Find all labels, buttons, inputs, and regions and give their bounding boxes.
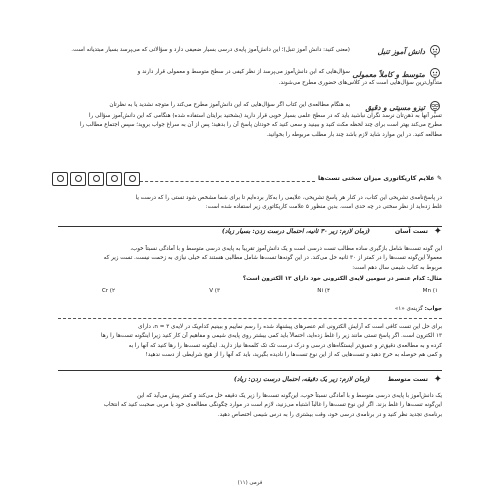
pen-icon: ✎ — [434, 175, 442, 182]
lazy-line-1: (معنی کنید: دانش آموز تنبل)؛ این دانش‌آموز پایه‌ی درسی بسیار ضعیفی دارد و سؤالاتی که می‌پرسد بسیار مبتدیانه است. — [71, 47, 350, 53]
easy-text — [50, 245, 442, 273]
smart-line-4: مطالعه کنید. در این موارد شاید لازم باشد چند بار مطلب مربوطه را بخوانید. — [266, 131, 442, 138]
easy-answer-line — [50, 305, 442, 314]
answer-value: گزینه‌ی «۱» — [394, 306, 423, 312]
easy-divider — [58, 226, 442, 227]
easy-line-2: معمولاً این‌گونه تست‌ها را در کمتر از ۳۰ ثانیه حل می‌کند. در این گونه‌ها تست‌ها شامل مطالبی هستند که خیلی نیازی به زحمت نیست. تست زیر که — [103, 255, 442, 262]
symbols-heading — [318, 175, 442, 182]
easy-question — [50, 275, 442, 284]
symbols-line-2: غلط زده‌اید از نظر سختی در چه حدی است. بدین منظور ۵ علامت کاریکاتوری زیر استفاده شده است: — [205, 204, 442, 211]
difficulty-face-icon — [106, 172, 122, 186]
medium-line-1: یک دانش‌آموز با پایه‌ی درسی متوسط و با آمادگی نسبتاً خوب، این‌گونه تست‌ها را زیر یک دقیقه حل می‌کند و کمتر پیش می‌آید که این — [137, 393, 442, 399]
difficulty-face-icon — [124, 172, 140, 186]
star-icon: ✦ — [433, 374, 442, 385]
smart-line-2: تسیر آنها به ذهن‌تان نرسد نگران نباشید باید که در سطح علمی بسیار خوبی قرار دارید (بشخنید برایتان استفاده شده) هنگامی که این دانش‌آموز سؤالی را — [88, 113, 442, 119]
medium-line-3: برنامه‌ی تجدید نظر کنید و در برنامه‌ی درسی خود، وقت بیشتری را به درس شیمی اختصاص دهید. — [217, 411, 442, 418]
smart-line-1: به هنگام مطالعه‌ی این کتاب اگر سؤال‌هایی که این دانش‌آموز مطرح می‌کند را متوجه نشدید یا به نظرتان — [109, 102, 350, 108]
medium-line-2: این‌گونه تست‌ها را غلط بزند. اگر این نوع تست‌ها را غالباً اشتباه می‌زنید، لازم است در موارد چگونگی مطالعه‌ی خود با مربی صحبت کنید که انتخاب — [103, 402, 442, 409]
difficulty-faces-row — [52, 172, 140, 186]
symbols-line-1: در پاسخ‌نامه‌ی تشریحی این کتاب، در کنار هر پاسخ تشریحی، علایمی را به‌کار برده‌ایم تا برای شما مشخص شود تستی را که درست یا — [135, 195, 442, 201]
difficulty-face-icon — [70, 172, 86, 186]
medium-title: تست متوسط — [387, 376, 428, 383]
option-3: V (۳ — [209, 288, 220, 294]
medium-divider — [58, 370, 442, 371]
lazy-text — [70, 46, 350, 55]
star-icon: ✦ — [433, 226, 442, 237]
easy-heading — [395, 228, 428, 235]
explain-line-4: و کمی هم حوصله به خرج دهید و تست‌هایی که از این نوع تست‌ها را نادیده بگیرید، باید که آنها را از هیچ شرایطی از دست ندهید! — [145, 352, 442, 359]
difficulty-face-icon — [52, 172, 68, 186]
easy-question-text: مثال: کدام عنصر در سومین لایه‌ی الکترونی خود دارای ۱۳ الکترون است؟ — [242, 276, 442, 282]
explain-line-2: ۱۳ الکترون است. اگر پاسخ تستی مانند زیر را غلط زده‌اید، احتمالاً باید کمی بیشتر روی پایه‌ی شیمی و مفاهیم آن کار کنید زیرا اینگونه تست‌ها را رها — [100, 333, 442, 340]
easy-title: تست آسان — [394, 228, 428, 235]
medium-heading — [388, 376, 428, 383]
easy-subtitle: (زمان لازم: زیر ۳۰ ثانیه، احتمال درست زدن: بسیار زیاد) — [221, 228, 370, 235]
medium-subtitle: (زمان لازم: زیر یک دقیقه، احتمال درست زدن: زیاد) — [233, 376, 370, 383]
average-text-2 — [50, 79, 442, 88]
heading-smart-title: تیزو مسیتی و دقیق — [365, 102, 425, 112]
easy-answer — [50, 305, 442, 314]
smart-line-3: مطرح می‌کند بهتر است برای چند لحظه مکث کنید و ببینید و سعی کنید که خودتان پاسخ آن را بدهید؛ پس از آن به سراغ جواب بروید؛ سپس اجتماع مطالب را — [79, 122, 442, 129]
easy-line-3: مربوط به کتاب شیمی سال دهم است: — [352, 264, 442, 271]
average-line-2: متداول‌ترین سؤال‌هایی است که در کلاس‌های حضوری مطرح می‌شوند. — [278, 80, 442, 86]
page-number: فرمی (۱۱) — [237, 480, 263, 486]
easy-explain — [50, 323, 442, 361]
difficulty-face-icon — [88, 172, 104, 186]
explain-line-3: کرده و به مطالعه‌ی دقیق‌تر و عمیق‌تر ایستگاه‌های درسی و درک درست تک تک کلمه‌ها نیاز دارید. اینگونه تست‌ها را رها کنید که آنها را به — [128, 342, 442, 349]
symbols-dashed-rule — [140, 181, 315, 182]
option-2: Ni (۴ — [317, 288, 330, 294]
answer-dashed-rule — [58, 318, 442, 319]
medium-text — [50, 392, 442, 420]
symbols-title: علایم کاریکاتوری میزان سختی تست‌ها — [318, 175, 435, 182]
option-4: Cr (۲ — [101, 288, 115, 294]
smart-text-1 — [50, 101, 350, 110]
heading-average-title: متوسط و کاملاً معمولی — [352, 69, 425, 79]
lazy-student-icon — [428, 44, 442, 58]
smart-text-rest — [50, 112, 442, 140]
symbols-text — [50, 194, 442, 213]
answer-label: جواب: — [424, 306, 442, 312]
easy-line-1: این گونه تست‌ها شامل بازگیری ساده مطالب تست درسی است و یک دانش‌آموز تقریباً به پایه‌ی درسی متوسط و با آمادگی نسبتاً خوب، — [130, 246, 442, 252]
average-line-1: سؤال‌هایی که این دانش‌آموز می‌پرسد از نظر کیفی در سطح متوسط و معمولی قرار دارند و — [137, 69, 350, 75]
heading-lazy-title: دانش آموز تنبل — [377, 46, 425, 56]
option-1: Mn (۱ — [422, 288, 438, 294]
average-text — [50, 68, 350, 77]
heading-lazy — [378, 44, 442, 58]
explain-line-1: برای حل این تست کافی است که آرایش الکترونی اتم عنصرهای پیشنهاد شده را رسم نماییم و ببینیم کدام‌یک در لایه‌ی n = ۳، دارای — [138, 324, 442, 330]
